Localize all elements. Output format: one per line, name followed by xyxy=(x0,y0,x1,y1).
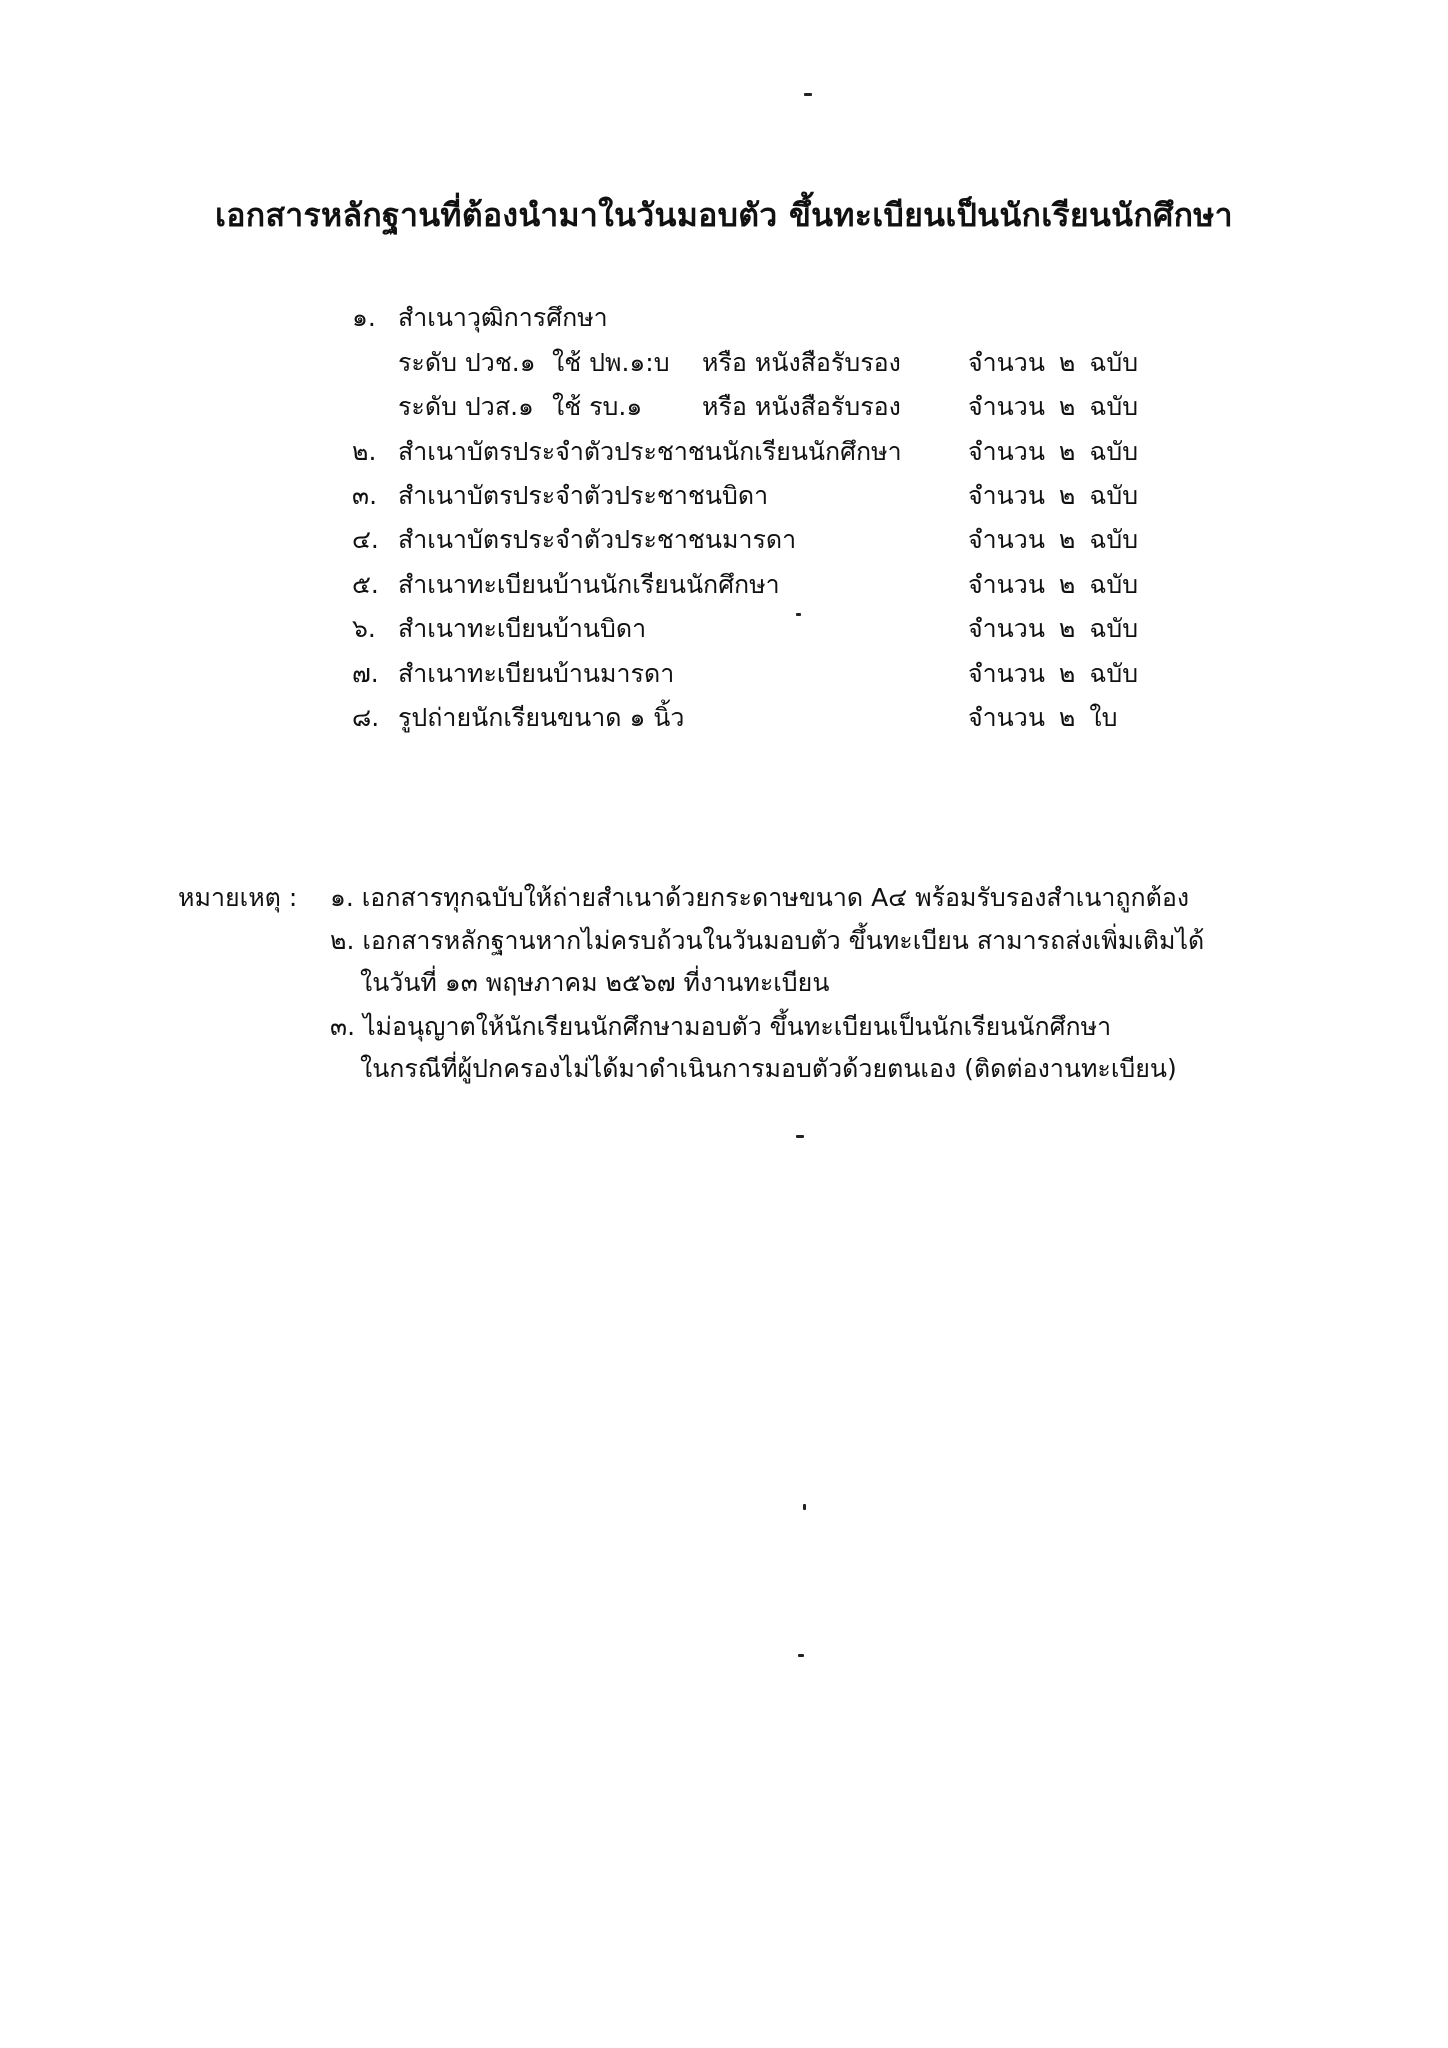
quantity: จำนวน ๒ ฉบับ xyxy=(968,481,1139,510)
sub-use: ใช้ ปพ.๑:บ xyxy=(552,348,670,377)
sub-or: หรือ หนังสือรับรอง xyxy=(702,392,901,421)
item-label: สำเนาวุฒิการศึกษา xyxy=(398,303,608,332)
note-line: ๒. เอกสารหลักฐานหากไม่ครบถ้วนในวันมอบตัว ขึ้นทะเบียน สามารถส่งเพิ่มเติมได้ xyxy=(330,926,1205,955)
notes-heading: หมายเหตุ : xyxy=(178,883,298,912)
note-line: ๑. เอกสารทุกฉบับให้ถ่ายสำเนาด้วยกระดาษขนาด A๔ พร้อมรับรองสำเนาถูกต้อง xyxy=(330,883,1190,912)
quantity: จำนวน ๒ ฉบับ xyxy=(968,525,1139,554)
quantity: จำนวน ๒ ฉบับ xyxy=(968,570,1139,599)
scan-speck xyxy=(798,1654,804,1657)
scan-speck xyxy=(803,1504,806,1510)
note-line: ในวันที่ ๑๓ พฤษภาคม ๒๕๖๗ ที่งานทะเบียน xyxy=(360,968,830,997)
item-number: ๓. xyxy=(352,481,378,510)
quantity: จำนวน ๒ ฉบับ xyxy=(968,437,1139,466)
scan-speck xyxy=(804,93,812,96)
sub-use: ใช้ รบ.๑ xyxy=(552,392,643,421)
quantity: จำนวน ๒ ฉบับ xyxy=(968,614,1139,643)
scan-speck xyxy=(796,1135,804,1138)
document-title: เอกสารหลักฐานที่ต้องนำมาในวันมอบตัว ขึ้นทะเบียนเป็นนักเรียนนักศึกษา xyxy=(215,196,1233,234)
note-line: ๓. ไม่อนุญาตให้นักเรียนนักศึกษามอบตัว ขึ้นทะเบียนเป็นนักเรียนนักศึกษา xyxy=(330,1012,1112,1041)
item-label: รูปถ่ายนักเรียนขนาด ๑ นิ้ว xyxy=(398,703,685,732)
quantity: จำนวน ๒ ฉบับ xyxy=(968,348,1139,377)
sub-level: ระดับ ปวช.๑ xyxy=(398,348,536,377)
item-number: ๘. xyxy=(352,703,380,732)
item-label: สำเนาทะเบียนบ้านบิดา xyxy=(398,614,647,643)
sub-level: ระดับ ปวส.๑ xyxy=(398,392,534,421)
item-number: ๗. xyxy=(352,659,379,688)
scan-speck xyxy=(796,613,801,616)
item-number: ๑. xyxy=(352,303,376,332)
item-label: สำเนาบัตรประจำตัวประชาชนบิดา xyxy=(398,481,769,510)
sub-or: หรือ หนังสือรับรอง xyxy=(702,348,901,377)
item-number: ๔. xyxy=(352,525,379,554)
quantity: จำนวน ๒ ใบ xyxy=(968,703,1118,732)
item-number: ๒. xyxy=(352,437,377,466)
quantity: จำนวน ๒ ฉบับ xyxy=(968,392,1139,421)
item-label: สำเนาบัตรประจำตัวประชาชนนักเรียนนักศึกษา xyxy=(398,437,902,466)
item-number: ๖. xyxy=(352,614,376,643)
quantity: จำนวน ๒ ฉบับ xyxy=(968,659,1139,688)
item-label: สำเนาบัตรประจำตัวประชาชนมารดา xyxy=(398,525,797,554)
item-label: สำเนาทะเบียนบ้านมารดา xyxy=(398,659,675,688)
note-line: ในกรณีที่ผู้ปกครองไม่ได้มาดำเนินการมอบตัวด้วยตนเอง (ติดต่องานทะเบียน) xyxy=(360,1054,1177,1083)
item-number: ๕. xyxy=(352,570,379,599)
item-label: สำเนาทะเบียนบ้านนักเรียนนักศึกษา xyxy=(398,570,780,599)
